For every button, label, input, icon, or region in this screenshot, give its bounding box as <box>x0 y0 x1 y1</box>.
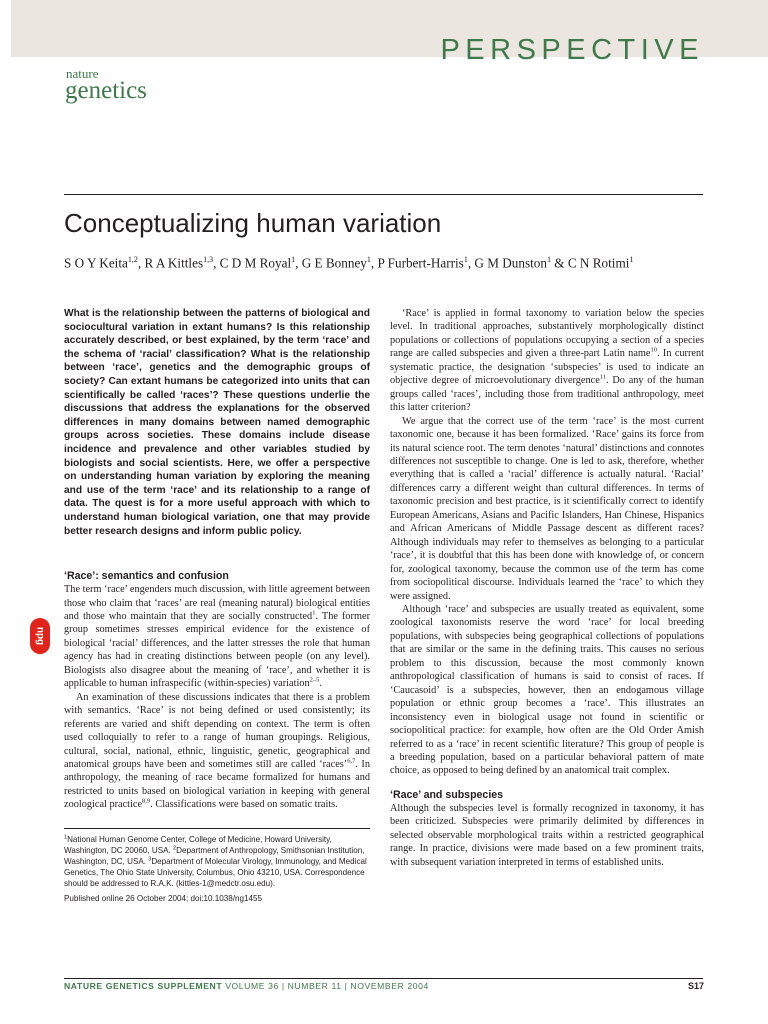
page-number: S17 <box>687 981 704 991</box>
left-column <box>64 307 370 904</box>
npg-logo: npg <box>30 618 50 654</box>
right-column <box>390 307 704 869</box>
footer-issue: VOLUME 36 | NUMBER 11 | NOVEMBER 2004 <box>222 981 429 991</box>
journal-logo-nature: nature <box>66 66 99 81</box>
journal-footer <box>64 981 429 991</box>
abstract: What is the relationship between the patterns of biological and sociocultural variation in extant humans? Is this relationship accurately described, or best explained, by the term ‘race’ and the schema of ‘racial’ classification? What is the relationship between ‘race’, genetics and the demographic groups of society? Can extant humans be categorized into units that can scientifically be called ‘races’? These questions underlie the discussions that address the explanations for the observed differences in many domains between named demographic groups across societies. These domains include disease incidence and prevalence and other variables studied by biologists and social scientists. Here, we offer a perspective on understanding human variation by exploring the meaning and use of the term ‘race’ and its relationship to a range of data. The quest is for a more useful approach with which to understand human biological variation, one that may provide better research designs and inform public policy. <box>64 308 370 537</box>
author-affiliation: 1,2 <box>127 255 138 264</box>
footnote-rule <box>64 828 370 829</box>
affiliations-footnote: $^1$National Human Genome Center, College of Medicine, Howard University, Washington, DC 20060, USA. $^2$Department of Anthropology, Smithsonian Institution, Washington, DC, USA. $^3$Department of Molecular Virology, Immunology, and Medical Genetics, The Ohio State University, Columbus, Ohio 43210, USA. Correspondence should be addressed to R.A.K. (kittles-1@medctr.osu.edu). <box>64 834 367 888</box>
author-name: C D M Royal <box>219 255 292 271</box>
reference-marker: 10 <box>650 346 657 354</box>
author-affiliation: 1 <box>366 255 371 264</box>
body-paragraph: Although ‘race’ and subspecies are usually treated as equivalent, some zoological taxonomists reserve the word ‘race’ for local breeding populations, with subspecies being geographical collections of populations that are similar or the same in the defining traits. This causes no serious problem to this discussion, because the most commonly known anthropological classification of humans is said to consist of races. If ‘Caucasoid’ is a subspecies, however, then an endogamous village population or ethnic group becomes a ‘race’. This illustrates an inconsistency even in biological usage not found in scientific or sociopolitical practice: for example, how often are the Old Order Amish referred to as a ‘race’ in recent scientific literature? This group of people is a breeding population, based on a particular behavioral pattern of mate choice, as opposed to being defined by an anatomical trait complex. <box>390 603 704 777</box>
author-name: R A Kittles <box>144 255 204 271</box>
author-name: G E Bonney <box>301 255 367 271</box>
title-rule <box>64 194 703 195</box>
footer-journal: NATURE GENETICS SUPPLEMENT <box>64 981 223 991</box>
author-affiliation: 1 <box>546 255 551 264</box>
body-paragraph: An examination of these discussions indicates that there is a problem with semantics. ‘Race’ is not being defined or used consistently; its referents are varied and shift depending on context. The term is often used colloquially to refer to a range of human groupings. Religious, cultural, social, national, ethnic, linguistic, genetic, geographical and anatomical groups have been and sometimes still are called ‘races’$^{6,7}$. In anthropology, the meaning of race became formalized for humans and restricted to units based on biological variation in keeping with general zoological practice$^{8,9}$. Classifications were based on somatic traits. <box>64 691 370 811</box>
author-affiliation: 1 <box>463 255 468 264</box>
publication-info: Published online 26 October 2004; doi:10.1038/ng1455 <box>64 893 263 903</box>
body-paragraph: Although the subspecies level is formally recognized in taxonomy, it has been criticized. Subspecies were primarily delimited by differences in selected observable morphological traits within a restricted geographical range. In practice, divisions were made based on a few prominent traits, with subsequent variation interpreted in terms of established units. <box>390 802 704 868</box>
reference-marker: 8,9 <box>142 797 151 805</box>
journal-logo-genetics: genetics <box>65 77 147 104</box>
body-paragraph: The term ‘race’ engenders much discussion, with little agreement between those who claim that ‘races’ are real (meaning natural) biological entities and those who maintain that they are socially constructed$^1$. The former group sometimes stresses empirical evidence for the existence of biological ‘racial’ differences, and the latter stresses the role that human agency has had in creating distinctions between people (on any level). Biologists also disagree about the meaning of ‘race’, and whether it is applicable to human infraspecific (within-species) variation$^{2-5}$. <box>64 584 370 690</box>
author-name: S O Y Keita <box>64 255 128 271</box>
author-affiliation: 1 <box>629 255 634 264</box>
reference-marker: 2–5 <box>309 676 320 684</box>
reference-marker: 6,7 <box>347 757 356 765</box>
author-name: P Furbert-Harris <box>377 255 464 271</box>
body-paragraph: ‘Race’ is applied in formal taxonomy to variation below the species level. In traditional approaches, substantively morphologically distinct populations or collections of populations occupying a section of a species range are called subspecies and given a three-part Latin name$^{10}$. In current systematic practice, the designation ‘subspecies’ is used to indicate an objective degree of microevolutionary divergence$^{11}$. Do any of the human groups called ‘races’, including those from traditional anthropology, meet this latter criterion? <box>390 308 704 414</box>
author-affiliation: 1 <box>291 255 296 264</box>
footer-rule <box>64 978 703 979</box>
section-label: PERSPECTIVE <box>440 34 704 66</box>
section-heading: ‘Race’ and subspecies <box>390 788 504 801</box>
reference-marker: 11 <box>599 373 607 381</box>
author-name: G M Dunston <box>474 255 547 271</box>
author-name: C N Rotimi <box>567 255 630 271</box>
article-title: Conceptualizing human variation <box>64 208 442 238</box>
author-affiliation: 1,3 <box>203 255 214 264</box>
body-paragraph: We argue that the correct use of the term ‘race’ is the most current taxonomic one, because it has been formalized. ‘Race’ gains its force from its natural science root. The term denotes ‘natural’ distinctions and connotes differences not susceptible to change. One is led to ask, therefore, whether everything that is called a ‘racial’ difference is actually natural. ‘Racial’ differences carry a different weight than cultural differences. In terms of taxonomic precision and best practice, is it scientifically correct to identify European Americans, Asians and Pacific Islanders, Han Chinese, Hispanics and African Americans of Middle Passage descent as different races? Although individuals may refer to themselves as belonging to a particular ‘race’, it is doubtful that this has been done with knowledge of, or concern for, zoological taxonomy, because the common use of the term has come from sociopolitical discourse. Individuals learned the ‘race’ to which they were assigned. <box>390 415 704 602</box>
section-heading: ‘Race’: semantics and confusion <box>64 570 229 583</box>
author-list: S O Y Keita$^{1,2}$, R A Kittles$^{1,3}$, C D M Royal$^1$, G E Bonney$^1$, P Furbert-Harris$^1$, G M Dunston$^1$ & C N Rotimi$^1$ <box>64 255 634 271</box>
reference-marker: 1 <box>312 609 316 617</box>
